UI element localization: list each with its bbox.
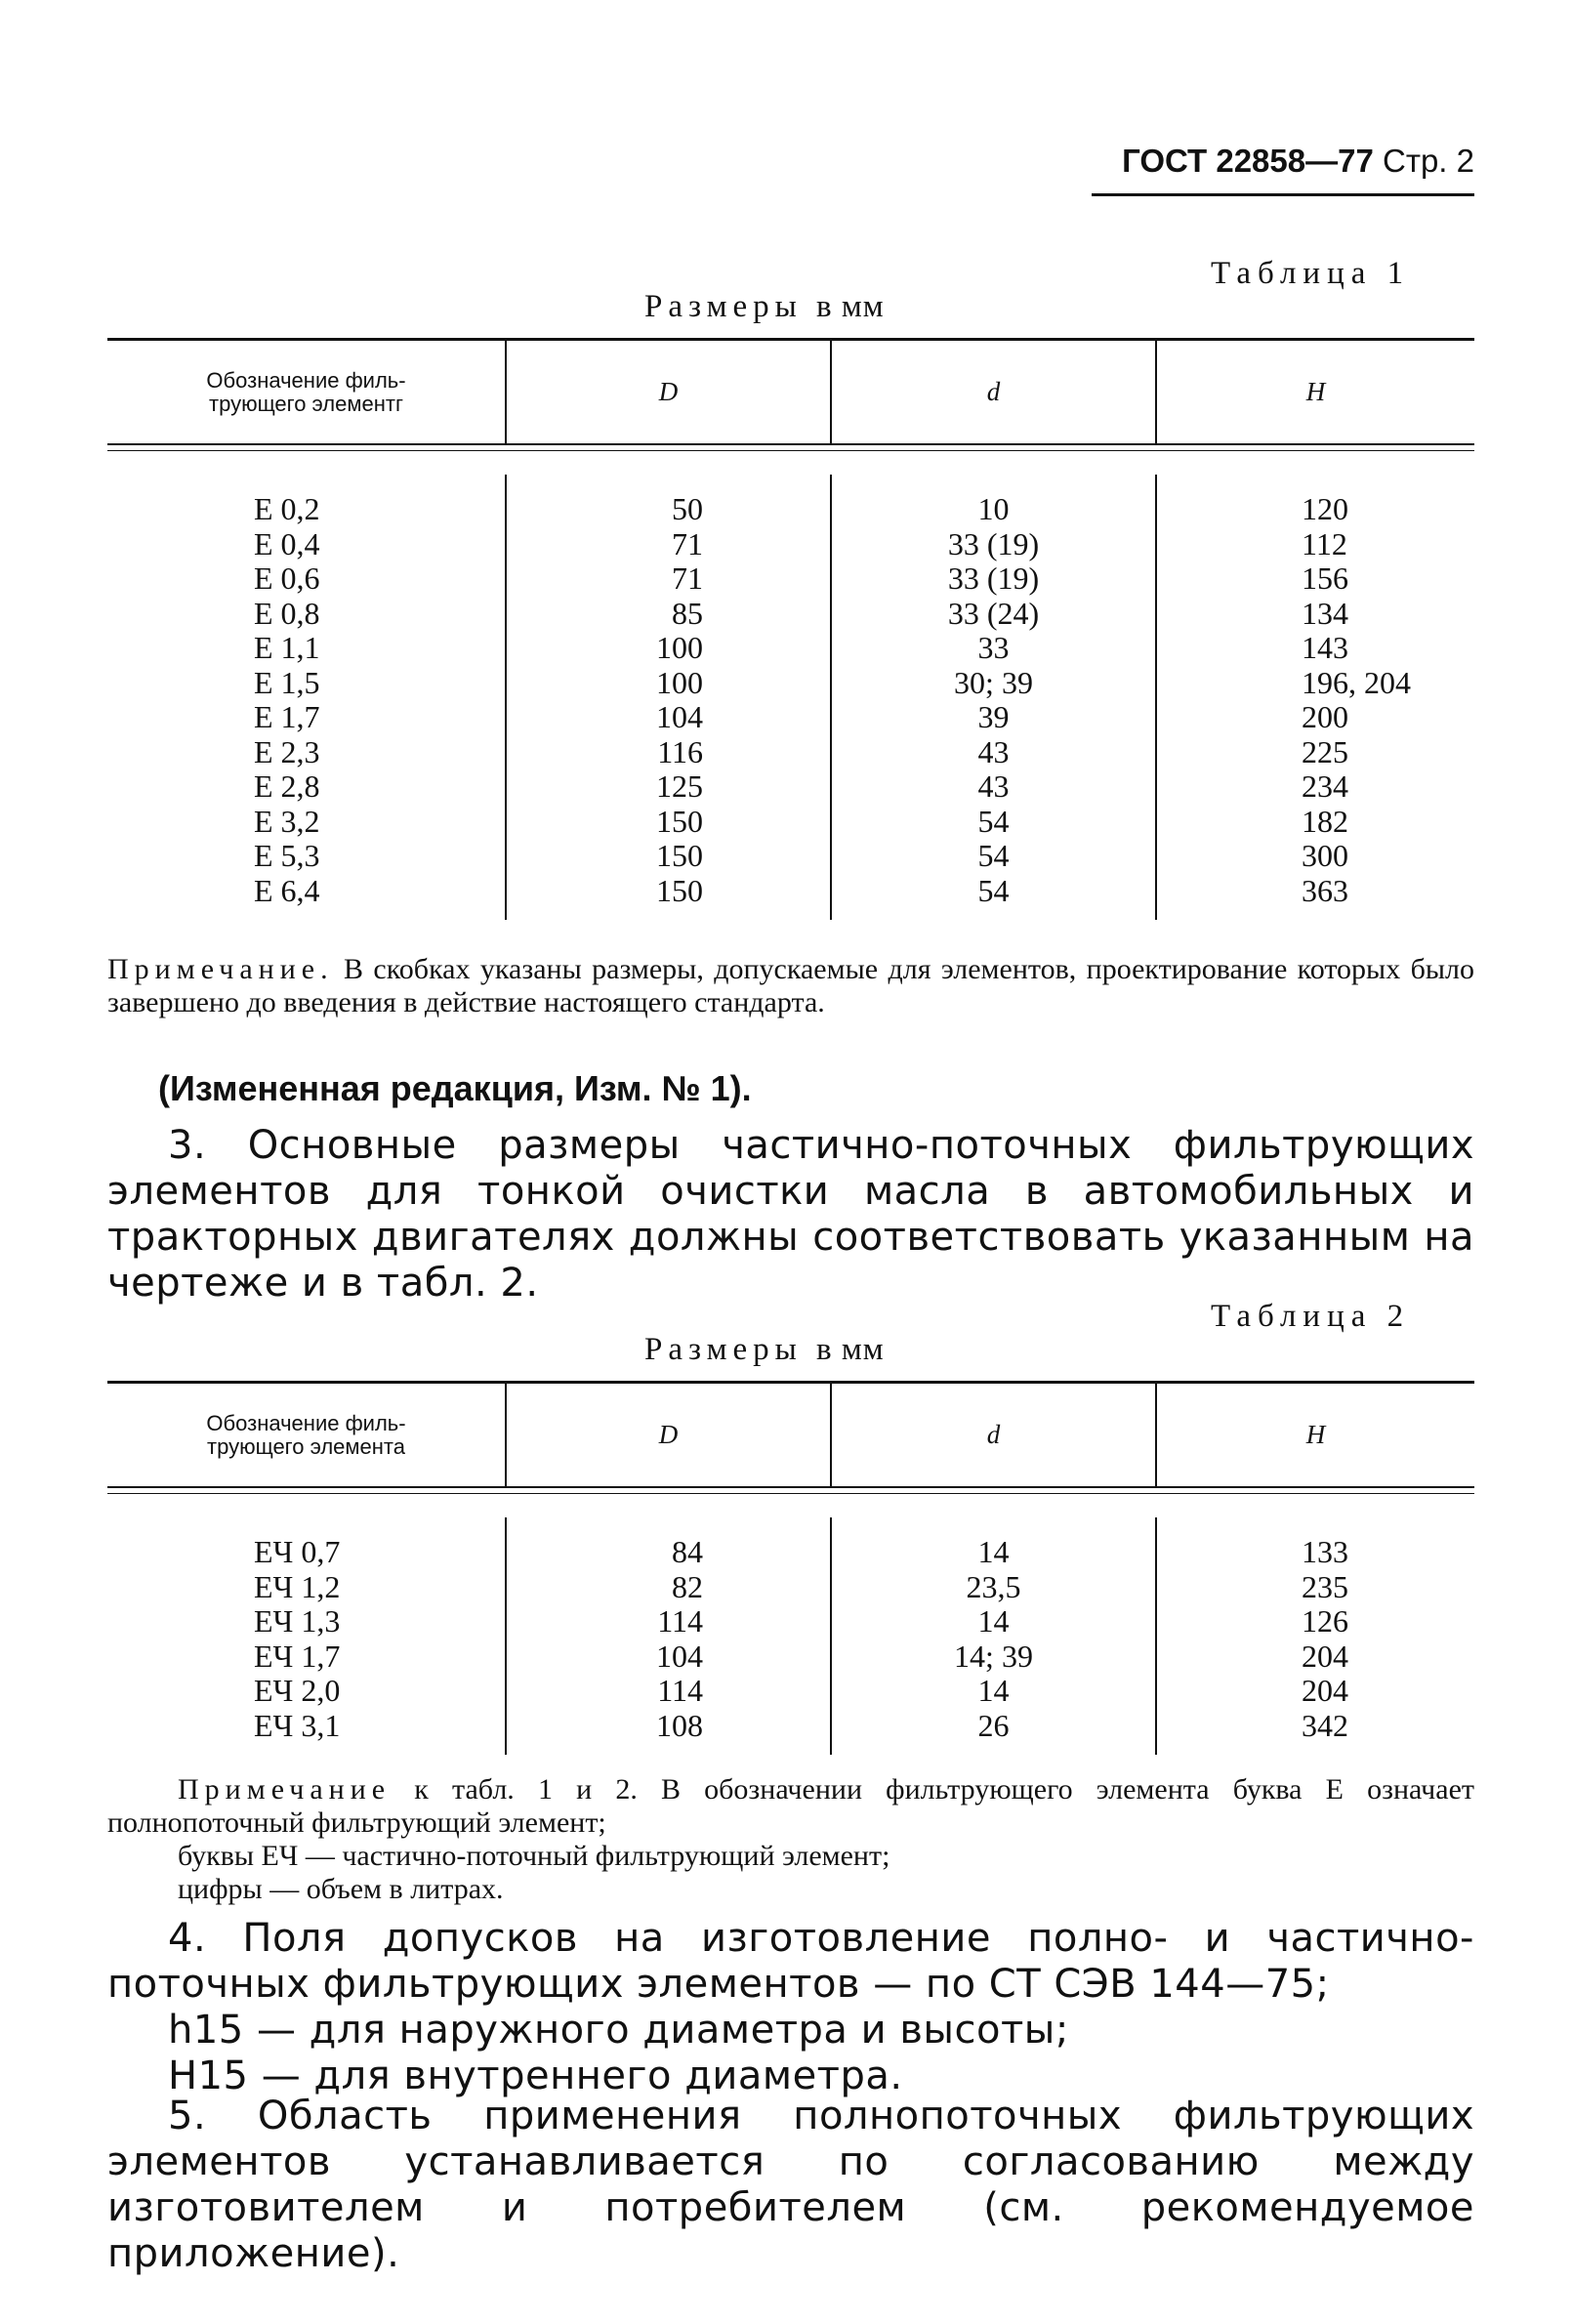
table2-header-row [107, 1384, 1474, 1486]
table2-column-d [830, 1517, 1155, 1755]
table2-cell-D: 114 [657, 1603, 703, 1639]
header-rule [1092, 193, 1474, 196]
table2-cell-D: 108 [656, 1707, 703, 1743]
paragraph-3 [107, 1123, 1474, 1307]
table2-cell-designation: ЕЧ 0,7 [254, 1534, 341, 1569]
table1-header-designation-text: Обозначение филь- трующего элементг [206, 367, 406, 416]
table1-cell-designation: Е 2,3 [254, 733, 320, 769]
table1-column-H [1155, 475, 1474, 920]
table1-cell-D: 100 [656, 630, 703, 665]
note2-line3: цифры — объем в литрах. [178, 1873, 504, 1905]
table2-cell-d: 14; 39 [954, 1638, 1033, 1674]
table2-cell-H: 204 [1302, 1638, 1348, 1674]
table1-cell-designation: Е 5,3 [254, 838, 320, 873]
table1-header-d: d [830, 341, 1155, 443]
table1-caption: Таблица 1 [1211, 256, 1411, 291]
table1-cell-designation: Е 1,5 [254, 664, 320, 700]
table1-cell-D: 100 [656, 664, 703, 700]
paragraph-4-line3: Н15 — для внутреннего диаметра. [168, 2054, 903, 2098]
table2-cell-d: 14 [977, 1534, 1010, 1569]
table2-column-designation [107, 1517, 505, 1755]
table1-header-row [107, 341, 1474, 443]
table1-cell-H: 225 [1302, 733, 1348, 769]
table1-header-designation [107, 341, 505, 443]
table1-header-H: H [1155, 341, 1474, 443]
table1-cell-H: 120 [1302, 491, 1348, 526]
table1-cell-designation: Е 0,8 [254, 595, 320, 631]
table1-header-rule [107, 443, 1474, 445]
table1-cell-d: 43 [977, 733, 1010, 769]
table2-cell-designation: ЕЧ 1,7 [254, 1638, 341, 1674]
table1-cell-D: 150 [656, 803, 703, 839]
note1-label: Примечание. [107, 953, 334, 985]
table1-cell-D: 71 [672, 525, 703, 561]
table2-header-designation [107, 1384, 505, 1486]
table2-caption: Таблица 2 [1211, 1299, 1411, 1334]
page-header [1094, 143, 1474, 180]
table1-column-d [830, 475, 1155, 920]
table1-cell-H: 112 [1302, 525, 1347, 561]
table2-cell-D: 84 [672, 1534, 703, 1569]
table2-cell-d: 23,5 [966, 1568, 1021, 1604]
table1-cell-d: 33 (24) [947, 595, 1040, 631]
table1-cell-designation: Е 1,7 [254, 699, 320, 734]
paragraph-4 [107, 1916, 1474, 2099]
table1-cell-designation: Е 0,6 [254, 560, 320, 596]
table2-cell-H: 235 [1302, 1568, 1348, 1604]
note2-label: Примечание [178, 1773, 392, 1805]
table1-cell-D: 150 [656, 872, 703, 908]
paragraph-4-line2: h15 — для наружного диаметра и высоты; [168, 2008, 1069, 2053]
table1-cell-d: 10 [977, 491, 1010, 526]
table2-header-H: H [1155, 1384, 1474, 1486]
table1-cell-d: 39 [977, 699, 1010, 734]
note2-line1: к табл. 1 и 2. В обозначении фильтрующего элемента буква Е означает полнопоточный фильтрующий элемент; [107, 1773, 1474, 1839]
table1-cell-d: 54 [977, 803, 1010, 839]
table2-note [107, 1773, 1474, 1906]
table1-units-label: Размеры [644, 289, 803, 324]
table1-cell-d: 33 (19) [947, 560, 1040, 596]
table2-column-D [505, 1517, 830, 1755]
table1-column-designation [107, 475, 505, 920]
page-number: Стр. 2 [1383, 143, 1474, 179]
paragraph-5-text: 5. Область применения полнопоточных фильтрующих элементов устанавливается по согласованию между изготовителем и потребителем (см. рекомендуемое приложение). [107, 2094, 1474, 2276]
table2-header-rule [107, 1486, 1474, 1488]
table2-cell-H: 133 [1302, 1534, 1348, 1569]
table1-cell-designation: Е 1,1 [254, 630, 320, 665]
table1-note [107, 953, 1474, 1019]
paragraph-5 [107, 2094, 1474, 2277]
table2-cell-H: 342 [1302, 1707, 1348, 1743]
table1-header-D: D [505, 341, 830, 443]
table1-cell-H: 363 [1302, 872, 1348, 908]
table1-units-tail: в мм [816, 289, 885, 324]
table2-cell-designation: ЕЧ 1,2 [254, 1568, 341, 1604]
table2-cell-D: 114 [657, 1673, 703, 1708]
amendment-note: (Измененная редакция, Изм. № 1). [158, 1068, 752, 1108]
table1-cell-d: 54 [977, 872, 1010, 908]
table2-units-label: Размеры [644, 1332, 803, 1367]
table1-column-D [505, 475, 830, 920]
table1-cell-H: 300 [1302, 838, 1348, 873]
table1-units [644, 289, 885, 325]
table1-cell-D: 104 [656, 699, 703, 734]
table2-cell-d: 26 [977, 1707, 1010, 1743]
table2-body [107, 1494, 1474, 1755]
table1-cell-H: 134 [1302, 595, 1348, 631]
table1-cell-designation: Е 0,4 [254, 525, 320, 561]
note2-line2: буквы ЕЧ — частично-поточный фильтрующий элемент; [178, 1840, 890, 1872]
table1-cell-H: 143 [1302, 630, 1348, 665]
table2-cell-designation: ЕЧ 2,0 [254, 1673, 341, 1708]
table1-cell-H: 196, 204 [1302, 664, 1411, 700]
table1-cell-d: 33 (19) [947, 525, 1040, 561]
table2-column-H [1155, 1517, 1474, 1755]
table2-cell-designation: ЕЧ 3,1 [254, 1707, 341, 1743]
table2-units [644, 1332, 885, 1368]
table1-cell-d: 43 [977, 768, 1010, 804]
table1-cell-D: 150 [656, 838, 703, 873]
table2-cell-d: 14 [977, 1673, 1010, 1708]
table1-cell-H: 182 [1302, 803, 1348, 839]
table1-cell-D: 125 [656, 768, 703, 804]
table1-cell-d: 30; 39 [954, 664, 1033, 700]
note1-text: В скобках указаны размеры, допускаемые для элементов, проектирование которых было завершено до введения в действие настоящего стандарта. [107, 953, 1474, 1018]
table1-cell-designation: Е 6,4 [254, 872, 320, 908]
table1 [107, 338, 1474, 920]
table1-cell-D: 71 [672, 560, 703, 596]
table2-cell-D: 82 [672, 1568, 703, 1604]
table1-cell-H: 200 [1302, 699, 1348, 734]
table1-cell-D: 116 [657, 733, 703, 769]
table2-header-designation-text: Обозначение филь- трующего элемента [206, 1410, 406, 1459]
table2-cell-H: 204 [1302, 1673, 1348, 1708]
table1-cell-d: 33 [977, 630, 1010, 665]
table2-cell-d: 14 [977, 1603, 1010, 1639]
table2-cell-D: 104 [656, 1638, 703, 1674]
table2-cell-H: 126 [1302, 1603, 1348, 1639]
table2-units-tail: в мм [816, 1332, 885, 1367]
table1-cell-D: 85 [672, 595, 703, 631]
table1-cell-designation: Е 3,2 [254, 803, 320, 839]
table2-cell-designation: ЕЧ 1,3 [254, 1603, 341, 1639]
table1-cell-designation: Е 0,2 [254, 491, 320, 526]
table2 [107, 1381, 1474, 1755]
standard-number: ГОСТ 22858—77 [1122, 143, 1374, 179]
table1-cell-d: 54 [977, 838, 1010, 873]
table1-body [107, 451, 1474, 920]
table2-header-D: D [505, 1384, 830, 1486]
table2-header-d: d [830, 1384, 1155, 1486]
table1-cell-D: 50 [672, 491, 703, 526]
paragraph-4-line1: 4. Поля допусков на изготовление полно- и частично-поточных фильтрующих элементов — по СТ СЭВ 144—75; [107, 1916, 1474, 2007]
table1-cell-H: 156 [1302, 560, 1348, 596]
paragraph-3-text: 3. Основные размеры частично-поточных фильтрующих элементов для тонкой очистки масла в автомобильных и тракторных двигателях должны соответствовать указанным на чертеже и в табл. 2. [107, 1123, 1474, 1306]
table1-cell-H: 234 [1302, 768, 1348, 804]
table1-cell-designation: Е 2,8 [254, 768, 320, 804]
